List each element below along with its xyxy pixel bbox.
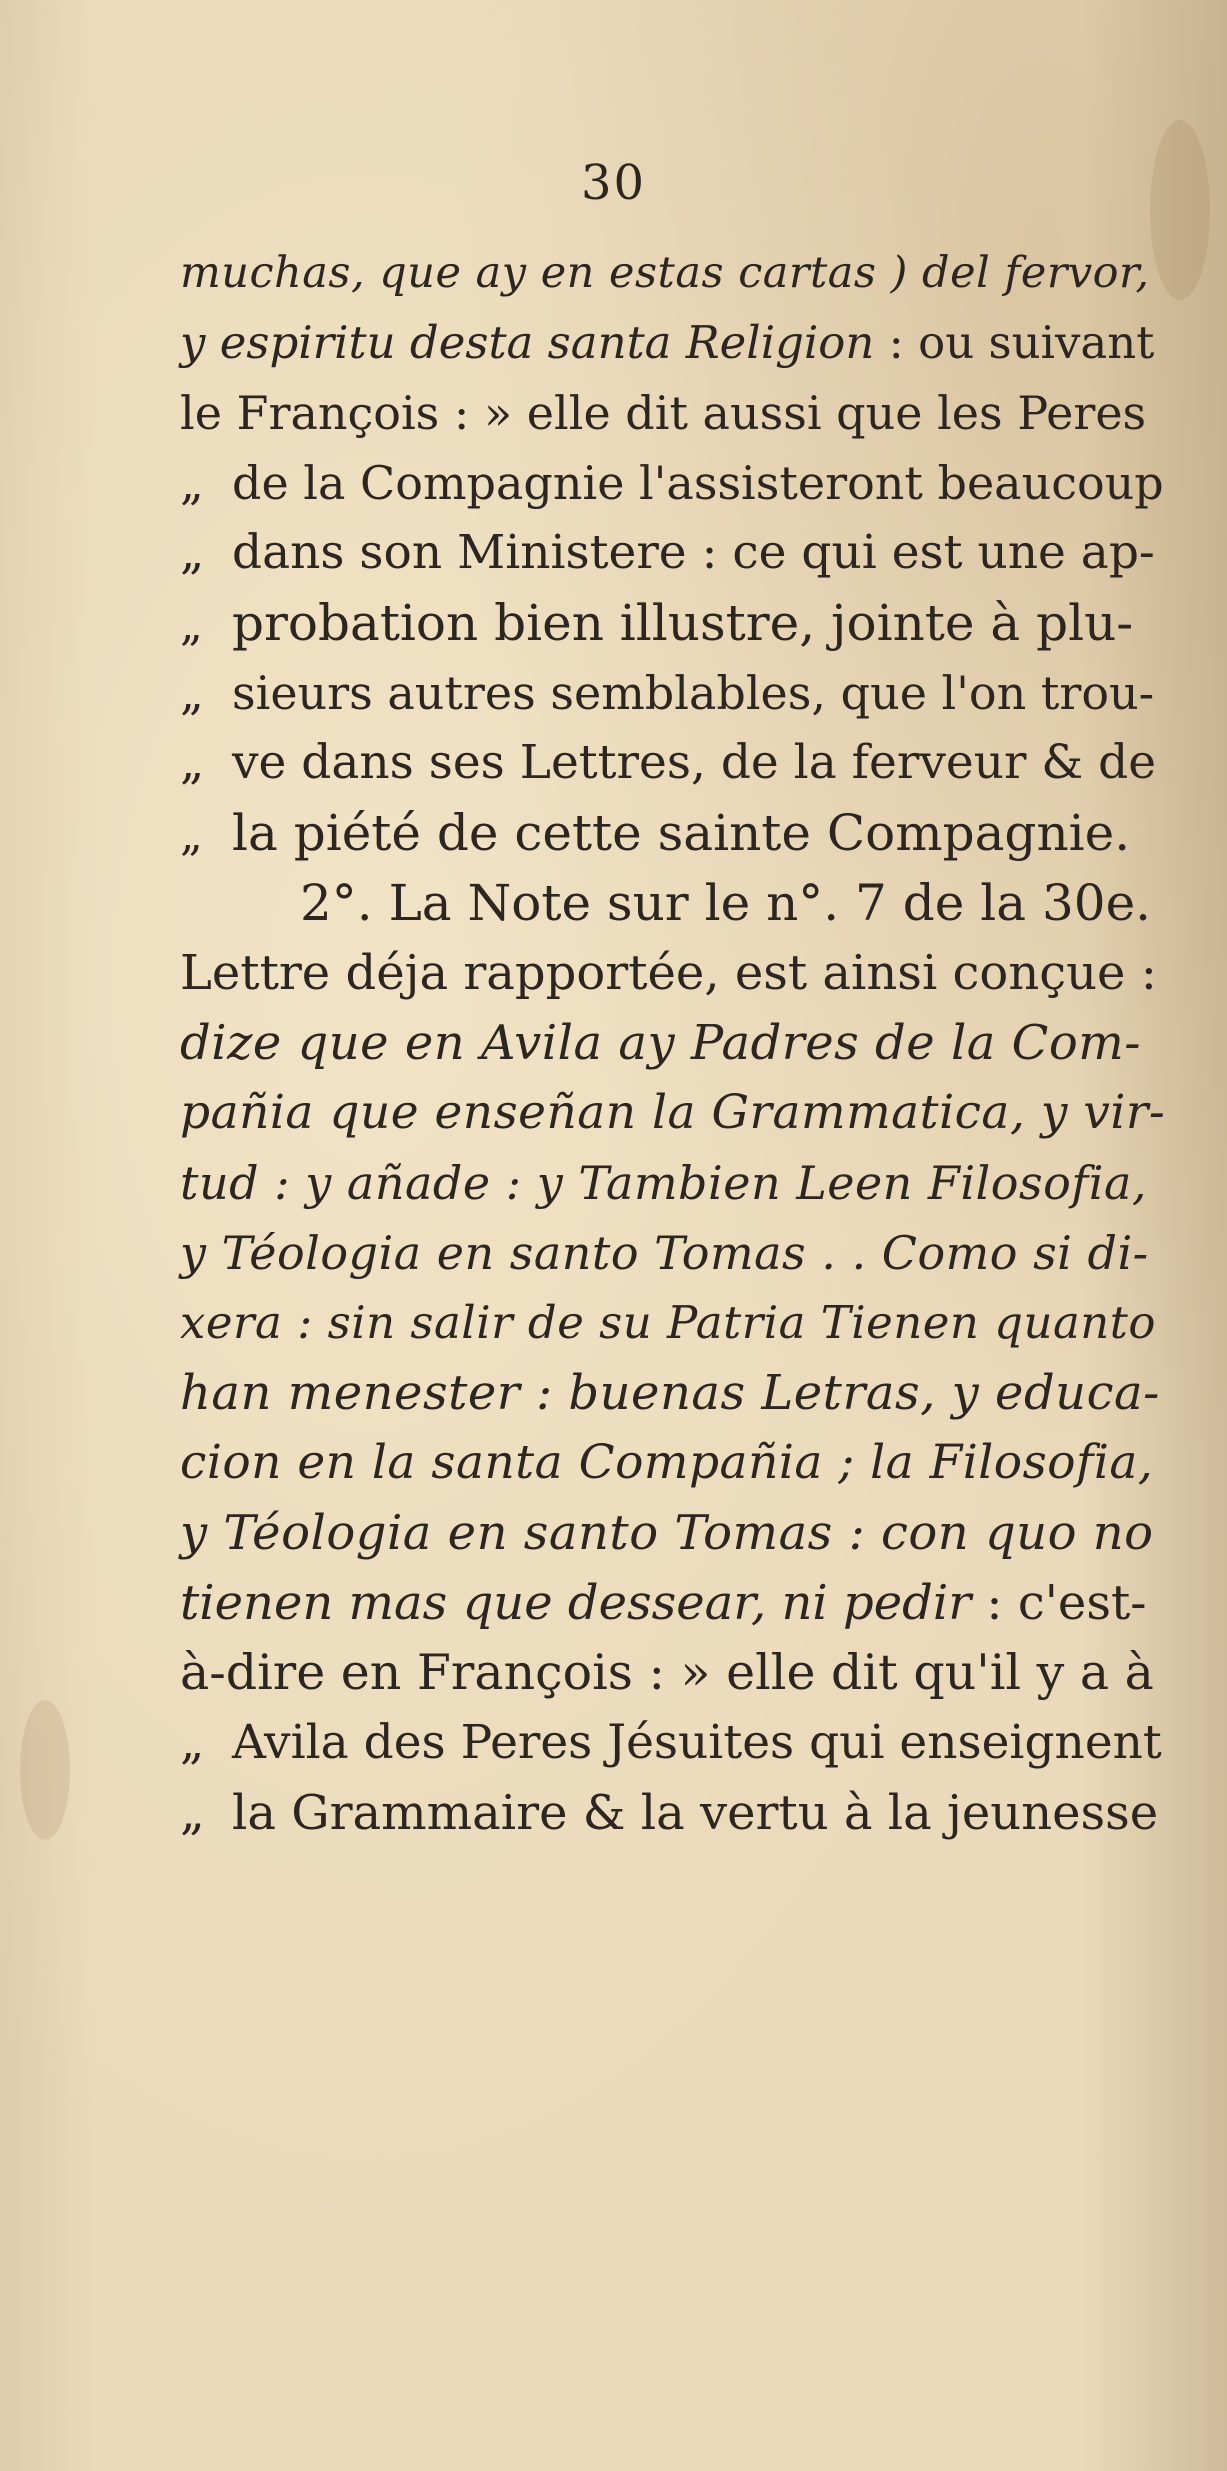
- quote-mark: „: [180, 600, 203, 651]
- line-text: y Téologia en santo Tomas : con quo no: [180, 1505, 1154, 1561]
- text-line: [180, 658, 1165, 728]
- line-text: xera : sin salir de su Patria Tienen quanto: [180, 1296, 1156, 1349]
- line-text-italic: tienen mas que dessear, ni pedir: [180, 1575, 972, 1631]
- text-line: [180, 1498, 1165, 1568]
- line-text: dans son Ministere : ce qui est une ap-: [232, 525, 1155, 580]
- page-text: [180, 238, 1165, 1848]
- text-line: [180, 308, 1165, 378]
- line-text: la Grammaire & la vertu à la jeunesse: [232, 1785, 1159, 1841]
- text-line: [180, 1568, 1165, 1638]
- text-line: [180, 728, 1165, 798]
- line-text: muchas, que ay en estas cartas ) del fervor,: [180, 248, 1150, 298]
- text-line: [180, 1218, 1165, 1288]
- page-number: 30: [580, 155, 647, 211]
- text-line: [180, 1148, 1165, 1218]
- text-line: [180, 238, 1165, 308]
- quote-mark: „: [180, 1785, 205, 1841]
- line-text-italic: y espiritu desta santa Religion: [180, 316, 875, 369]
- text-line: [180, 1358, 1165, 1428]
- line-text: tud : y añade : y Tambien Leen Filosofia,: [180, 1156, 1148, 1210]
- line-text-roman: : ou suivant: [874, 316, 1155, 369]
- text-line: [180, 518, 1165, 588]
- text-line: [180, 1078, 1165, 1148]
- line-text: sieurs autres semblables, que l'on trou-: [232, 666, 1155, 720]
- line-text: 2°. La Note sur le n°. 7 de la 30e.: [300, 874, 1152, 932]
- text-line: [180, 448, 1165, 518]
- line-text: y Téologia en santo Tomas . . Como si di-: [180, 1226, 1149, 1280]
- text-line: [180, 1428, 1165, 1498]
- quote-mark: „: [180, 735, 205, 790]
- text-line: [180, 1288, 1165, 1358]
- line-text: han menester : buenas Letras, y educa-: [180, 1365, 1160, 1421]
- line-text: dize que en Avila ay Padres de la Com-: [180, 1015, 1142, 1071]
- quote-mark: „: [180, 525, 205, 580]
- line-text: Lettre déja rapportée, est ainsi conçue :: [180, 945, 1157, 1001]
- text-line: [180, 1638, 1165, 1708]
- line-text: la piété de cette sainte Compagnie.: [232, 804, 1131, 862]
- line-text: de la Compagnie l'assisteront beaucoup: [232, 456, 1164, 510]
- text-line: [180, 378, 1165, 448]
- quote-mark: „: [180, 1715, 205, 1770]
- line-text: probation bien illustre, jointe à plu-: [232, 594, 1134, 652]
- line-text: ve dans ses Lettres, de la ferveur & de: [232, 735, 1157, 790]
- text-line: [180, 588, 1165, 658]
- line-text: pañia que enseñan la Grammatica, y vir-: [180, 1085, 1166, 1140]
- quote-mark: „: [180, 666, 204, 720]
- text-line: [180, 798, 1165, 868]
- text-line: [180, 938, 1165, 1008]
- quote-mark: „: [180, 456, 204, 510]
- paper-stain: [20, 1700, 70, 1840]
- text-line: [180, 1778, 1165, 1848]
- quote-mark: „: [180, 810, 203, 861]
- text-line: [180, 1008, 1165, 1078]
- text-line: [180, 1708, 1165, 1778]
- line-text: Avila des Peres Jésuites qui enseignent: [232, 1715, 1162, 1770]
- text-line: [180, 868, 1165, 938]
- line-text: le François : » elle dit aussi que les Peres: [180, 386, 1147, 440]
- line-text: cion en la santa Compañia ; la Filosofia,: [180, 1435, 1154, 1490]
- line-text-roman: : c'est-: [971, 1575, 1147, 1631]
- line-text: à-dire en François : » elle dit qu'il y a à: [180, 1644, 1154, 1701]
